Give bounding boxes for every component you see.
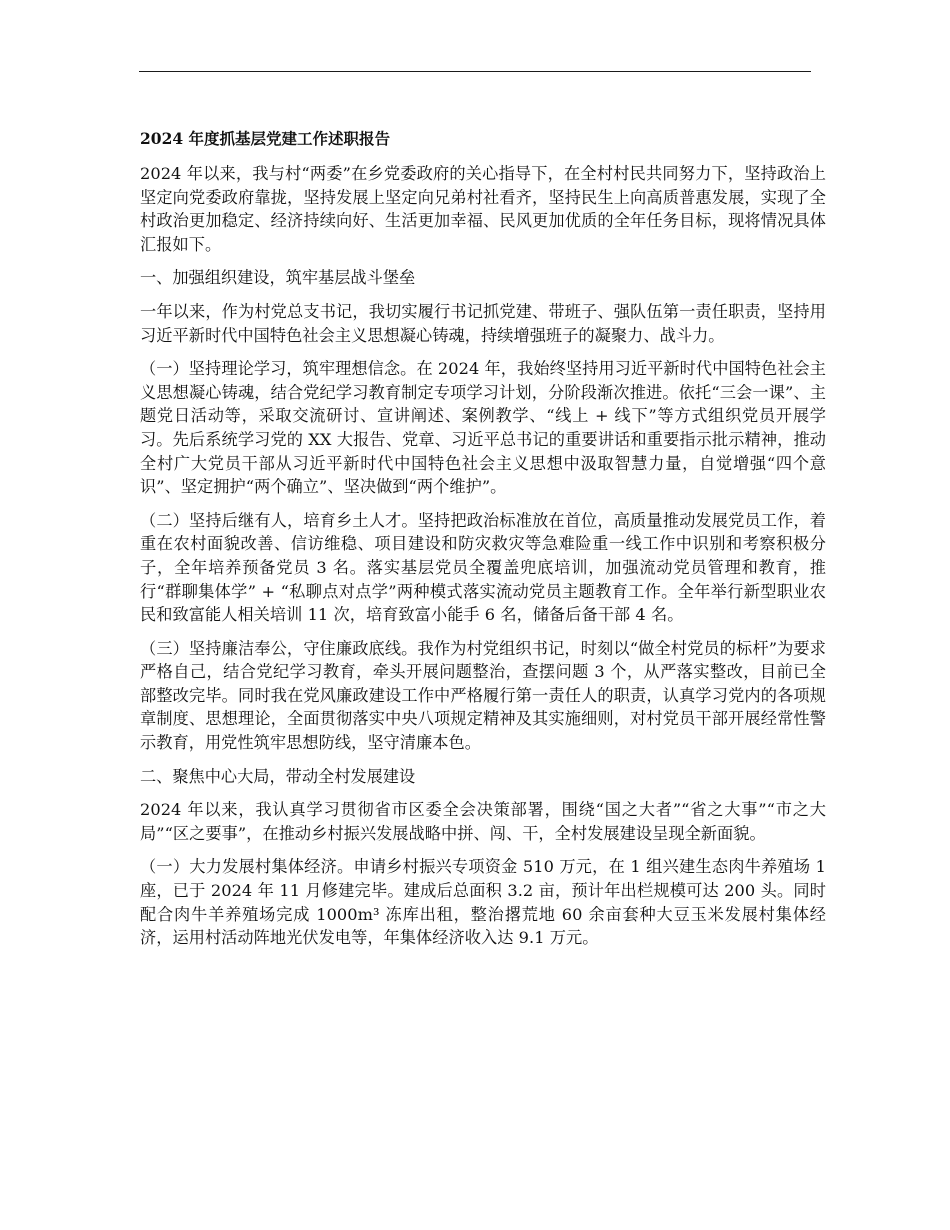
section-2-intro-paragraph: 2024 年以来，我认真学习贯彻省市区委全会决策部署，围绕“国之大者”“省之大事”“市之大局”“区之要事”，在推动乡村振兴发展战略中拼、闯、干，全村发展建设呈现全新面貌。: [140, 800, 826, 843]
intro-paragraph: 2024 年以来，我与村“两委”在乡党委政府的关心指导下，在全村村民共同努力下，坚持政治上坚定向党委政府靠拢，坚持发展上坚定向兄弟村社看齐，坚持民生上向高质普惠发展，实现了全村政治更加稳定、经济持续向好、生活更加幸福、民风更加优质的全年任务目标，现将情况具体汇报如下。: [140, 164, 826, 254]
header-rule: [139, 71, 811, 72]
section-1-item-1-paragraph: （一）坚持理论学习，筑牢理想信念。在 2024 年，我始终坚持用习近平新时代中国特色社会主义思想凝心铸魂，结合党纪学习教育制定专项学习计划，分阶段渐次推进。依托“三会一课”、主题党日活动等，采取交流研讨、宣讲阐述、案例教学、“线上 + 线下”等方式组织党员开展学习。先后系统学习党的 XX 大报告、党章、习近平总书记的重要讲话和重要指示批示精神，推动全村广大党员干部从习近平新时代中国特色社会主义思想中汲取智慧力量，自觉增强“四个意识”、坚定拥护“两个确立”、坚决做到“两个维护”。: [140, 359, 826, 497]
section-1-intro-paragraph: 一年以来，作为村党总支书记，我切实履行书记抓党建、带班子、强队伍第一责任职责，坚持用习近平新时代中国特色社会主义思想凝心铸魂，持续增强班子的凝聚力、战斗力。: [140, 301, 826, 345]
section-1-item-3-paragraph: （三）坚持廉洁奉公，守住廉政底线。我作为村党组织书记，时刻以“做全村党员的标杆”为要求严格自己，结合党纪学习教育，牵头开展问题整治，查摆问题 3 个，从严落实整改，目前已全部整改完毕。同时我在党风廉政建设工作中严格履行第一责任人的职责，认真学习党内的各项规章制度、思想理论，全面贯彻落实中央八项规定精神及其实施细则，对村党员干部开展经常性警示教育，用党性筑牢思想防线，坚守清廉本色。: [140, 638, 826, 753]
section-heading-2: 二、聚焦中心大局，带动全村发展建设: [140, 766, 416, 786]
document-title: 2024 年度抓基层党建工作述职报告: [140, 129, 391, 148]
document-body: [140, 126, 826, 960]
section-1-item-2-paragraph: （二）坚持后继有人，培育乡土人才。坚持把政治标准放在首位，高质量推动发展党员工作，着重在农村面貌改善、信访维稳、项目建设和防灾救灾等急难险重一线工作中识别和考察积极分子，全年培养预备党员 3 名。落实基层党员全覆盖兜底培训，加强流动党员管理和教育，推行“群聊集体学” + “私聊点对点学”两种模式落实流动党员主题教育工作。全年举行新型职业农民和致富能人相关培训 11 次，培育致富小能手 6 名，储备后备干部 4 名。: [140, 510, 826, 625]
section-heading-1: 一、加强组织建设，筑牢基层战斗堡垒: [140, 268, 416, 288]
section-2-item-1-paragraph: （一）大力发展村集体经济。申请乡村振兴专项资金 510 万元，在 1 组兴建生态肉牛养殖场 1 座，已于 2024 年 11 月修建完毕。建成后总面积 3.2 亩，预计年出栏规模可达 200 头。同时配合肉牛羊养殖场完成 1000m³ 冻库出租，整治撂荒地 60 余亩套种大豆玉米发展村集体经济，运用村活动阵地光伏发电等，年集体经济收入达 9.1 万元。: [140, 857, 826, 948]
